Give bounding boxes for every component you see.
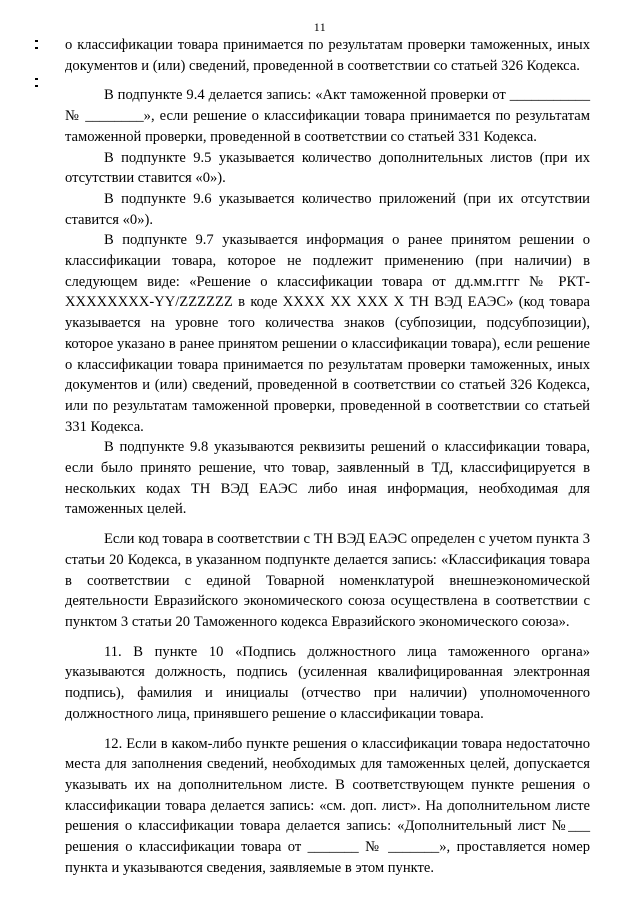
paragraph-9-4: В подпункте 9.4 делается запись: «Акт таможенной проверки от ___________ № ________», если решение о классификации товара принимается по результатам таможенной проверки, проведенной в соответствии со статьей 331 Кодекса. [65,87,590,145]
margin-mark-bottom [33,76,41,90]
paragraph-continuation: о классификации товара принимается по результатам проверки таможенных, иных документов и (или) сведений, проведенной в соответствии со статьей 326 Кодекса. [65,37,590,74]
paragraph-11: 11. В пункте 10 «Подпись должностного лица таможенного органа» указываются должность, подпись (усиленная квалифицированная электронная подпись), фамилия и инициалы (отчество при наличии) уполномоченного должностного лица, принявшего решение о классификации товара. [65,643,590,722]
document-body [65,35,590,878]
paragraph-9-7: В подпункте 9.7 указывается информация о ранее принятом решении о классификации товара, которое не подлежит применению (при наличии) в следующем виде: «Решение о классификации товара от дд.мм.гггг № РКТ-XXXXXXXX-YY/ZZZZZZ в коде XXXX XX XXX X ТН ВЭД ЕАЭС» (код товара указывается на уровне того количества знаков (субпозиции, подсубпозиции), которое указано в ранее принятом решении о классификации товара), если решение о классификации товара принимается по результатам проверки таможенных, иных документов и (или) сведений, проведенной в соответствии со статьей 326 Кодекса, или по результатам таможенной проверки, проведенной в соответствии со статьей 331 Кодекса. [65,232,590,435]
page-number: 11 [313,20,327,34]
paragraph-12: 12. Если в каком-либо пункте решения о классификации товара недостаточно места для заполнения сведений, необходимых для таможенных целей, допускается указывать их на дополнительном листе. В соответствующем пункте решения о классификации товара делается запись: «см. доп. лист». На дополнительном листе решения о классификации товара делается запись: «Дополнительный лист №___ решения о классификации товара от _______ № _______», проставляется номер пункта и указываются сведения, заявляемые в этом пункте. [65,735,590,876]
paragraph-9-6: В подпункте 9.6 указывается количество приложений (при их отсутствии ставится «0»). [65,190,590,228]
paragraph-code-note: Если код товара в соответствии с ТН ВЭД ЕАЭС определен с учетом пункта 3 статьи 20 Кодекса, в указанном подпункте делается запись: «Классификация товара в соответствии с единой Товарной номенклатурой внешнеэкономической деятельности Евразийского экономического союза осуществлена в соответствии с пунктом 3 статьи 20 Таможенного кодекса Евразийского экономического союза». [65,531,590,630]
margin-mark-top [33,38,41,52]
paragraph-9-5: В подпункте 9.5 указывается количество дополнительных листов (при их отсутствии ставится «0»). [65,149,590,187]
paragraph-9-8: В подпункте 9.8 указываются реквизиты решений о классификации товара, если было принято решение, что товар, заявленный в ТД, классифицируется в нескольких кодах ТН ВЭД ЕАЭС либо иная информация, необходимая для таможенных целей. [65,439,590,518]
